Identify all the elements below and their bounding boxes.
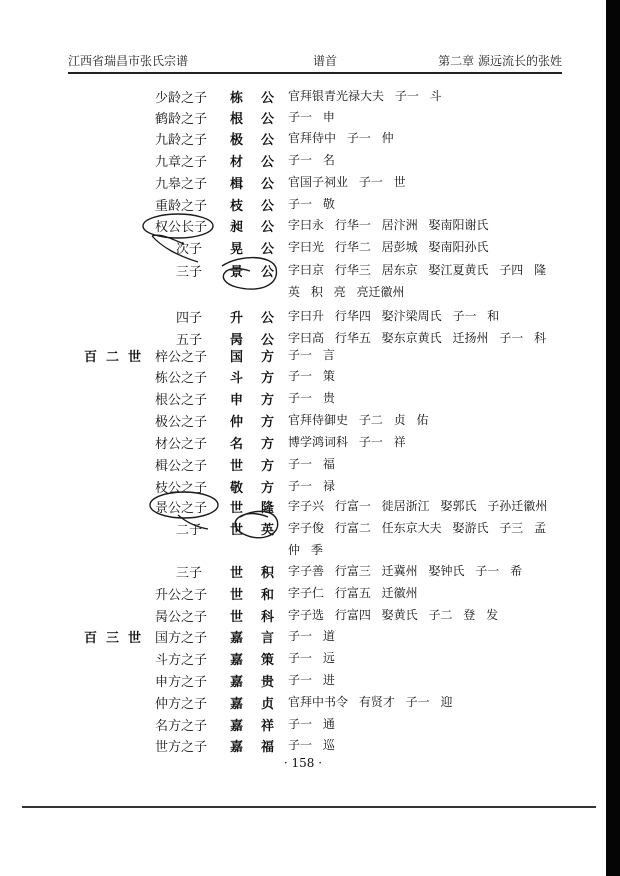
person-detail: 官拜侍御史 子二 贞 佑	[288, 413, 429, 427]
person-detail: 官拜中书令 有贤才 子一 迎	[288, 695, 453, 709]
relation-label: 国方之子	[155, 631, 208, 646]
person-name: 根公	[230, 112, 293, 127]
ink-stroke	[152, 235, 184, 244]
person-name: 材公	[230, 155, 293, 170]
relation-label: 枝公之子	[155, 481, 208, 496]
person-name: 仲方	[230, 415, 293, 430]
scan-right-edge	[606, 0, 620, 876]
relation-label: 名方之子	[155, 719, 208, 734]
ink-circle	[235, 511, 278, 537]
person-detail: 子一 言	[288, 348, 335, 362]
person-name: 嘉言	[230, 631, 293, 646]
relation-label: 梓公之子	[155, 350, 208, 365]
person-name: 世科	[230, 610, 293, 625]
relation-label: 栋公之子	[155, 371, 208, 386]
person-detail: 仲 季	[288, 543, 323, 557]
person-detail: 子一 策	[288, 369, 335, 383]
page-number: · 158 ·	[283, 756, 323, 770]
person-name: 国方	[230, 350, 293, 365]
person-detail: 字曰光 行华二 居彭城 娶南阳孙氏	[288, 240, 489, 254]
person-detail: 字子选 行富四 娶黄氏 子二 登 发	[288, 608, 499, 622]
person-detail: 字曰升 行华四 娶汴梁周氏 子一 和	[288, 309, 500, 323]
person-name: 嘉祥	[230, 719, 293, 734]
relation-label: 少龄之子	[155, 91, 208, 106]
person-name: 嘉贞	[230, 697, 293, 712]
relation-label: 鹤龄之子	[155, 112, 208, 127]
person-detail: 子一 进	[288, 673, 335, 687]
person-name: 敬方	[230, 481, 293, 496]
person-detail: 官拜银青光禄大夫 子一 斗	[288, 89, 442, 103]
person-name: 世隆	[230, 501, 293, 516]
relation-label: 昺公之子	[155, 610, 208, 625]
person-detail: 字子仁 行富五 迁徽州	[288, 586, 418, 600]
person-name: 栋公	[230, 91, 293, 106]
person-name: 申方	[230, 393, 293, 408]
person-name: 昺公	[230, 333, 293, 348]
person-detail: 官国子祠业 子一 世	[288, 175, 406, 189]
relation-label: 升公之子	[155, 588, 208, 603]
relation-label: 四子	[175, 311, 202, 326]
person-detail: 子一 远	[288, 651, 335, 665]
person-name: 枝公	[230, 199, 293, 214]
person-name: 极公	[230, 133, 293, 148]
person-detail: 字曰京 行华三 居东京 娶江夏黄氏 子四 隆	[288, 263, 547, 277]
relation-label: 斗方之子	[155, 653, 208, 668]
person-name: 嘉福	[230, 740, 293, 755]
relation-label: 景公之子	[155, 501, 208, 516]
person-name: 世英	[230, 523, 293, 538]
relation-label: 次子	[175, 242, 202, 257]
person-detail: 子一 巡	[288, 738, 335, 752]
person-detail: 字子兴 行富一 徙居浙江 娶郭氏 子孙迁徽州	[288, 499, 548, 513]
person-detail: 博学鸿词科 子一 祥	[288, 435, 406, 449]
relation-label: 材公之子	[155, 437, 208, 452]
generation-label: 百二世	[84, 350, 151, 365]
header-section: 谱首	[313, 54, 338, 68]
person-detail: 子一 名	[288, 153, 335, 167]
person-name: 楫公	[230, 177, 293, 192]
person-name: 名方	[230, 437, 293, 452]
relation-label: 仲方之子	[155, 697, 208, 712]
person-detail: 子一 福	[288, 457, 335, 471]
person-name: 嘉贵	[230, 675, 293, 690]
relation-label: 根公之子	[155, 393, 208, 408]
relation-label: 九龄之子	[155, 133, 208, 148]
relation-label: 权公长子	[155, 220, 208, 235]
relation-label: 世方之子	[155, 740, 208, 755]
person-detail: 子一 贵	[288, 391, 335, 405]
person-name: 世方	[230, 459, 293, 474]
person-name: 嘉策	[230, 653, 293, 668]
person-detail: 字曰永 行华一 居汴洲 娶南阳谢氏	[288, 218, 489, 232]
person-detail: 子一 禄	[288, 479, 335, 493]
person-detail: 子一 敬	[288, 197, 335, 211]
generation-label: 百三世	[84, 631, 151, 646]
relation-label: 九皋之子	[155, 177, 208, 192]
relation-label: 三子	[175, 566, 202, 581]
person-name: 世和	[230, 588, 293, 603]
person-detail: 字曰高 行华五 娶东京黄氏 迁扬州 子一 科	[288, 331, 547, 345]
person-name: 昶公	[230, 220, 293, 235]
person-name: 晃公	[230, 242, 293, 257]
header-book-title: 江西省瑞昌市张氏宗谱	[68, 54, 189, 68]
relation-label: 极公之子	[155, 415, 208, 430]
header-chapter: 第二章 源远流长的张姓	[438, 54, 562, 68]
person-name: 世积	[230, 566, 293, 581]
person-detail: 字子善 行富三 迁冀州 娶钟氏 子一 希	[288, 564, 523, 578]
relation-label: 申方之子	[155, 675, 208, 690]
relation-label: 三子	[175, 265, 202, 280]
relation-label: 二子	[175, 523, 202, 538]
ink-circle	[143, 214, 213, 238]
relation-label: 楫公之子	[155, 459, 208, 474]
ink-circle	[150, 492, 218, 518]
person-detail: 子一 申	[288, 110, 335, 124]
relation-label: 九章之子	[155, 155, 208, 170]
person-detail: 子一 道	[288, 629, 335, 643]
person-detail: 官拜侍中 子一 仲	[288, 131, 394, 145]
relation-label: 五子	[175, 333, 202, 348]
person-name: 斗方	[230, 371, 293, 386]
ink-circle	[222, 258, 276, 290]
person-name: 景公	[230, 265, 293, 280]
person-detail: 英 积 亮 亮迁徽州	[288, 285, 405, 299]
person-detail: 子一 通	[288, 717, 335, 731]
relation-label: 重龄之子	[155, 199, 208, 214]
person-detail: 字子俊 行富二 任东京大夫 娶游氏 子三 孟	[288, 521, 547, 535]
person-name: 升公	[230, 311, 293, 326]
